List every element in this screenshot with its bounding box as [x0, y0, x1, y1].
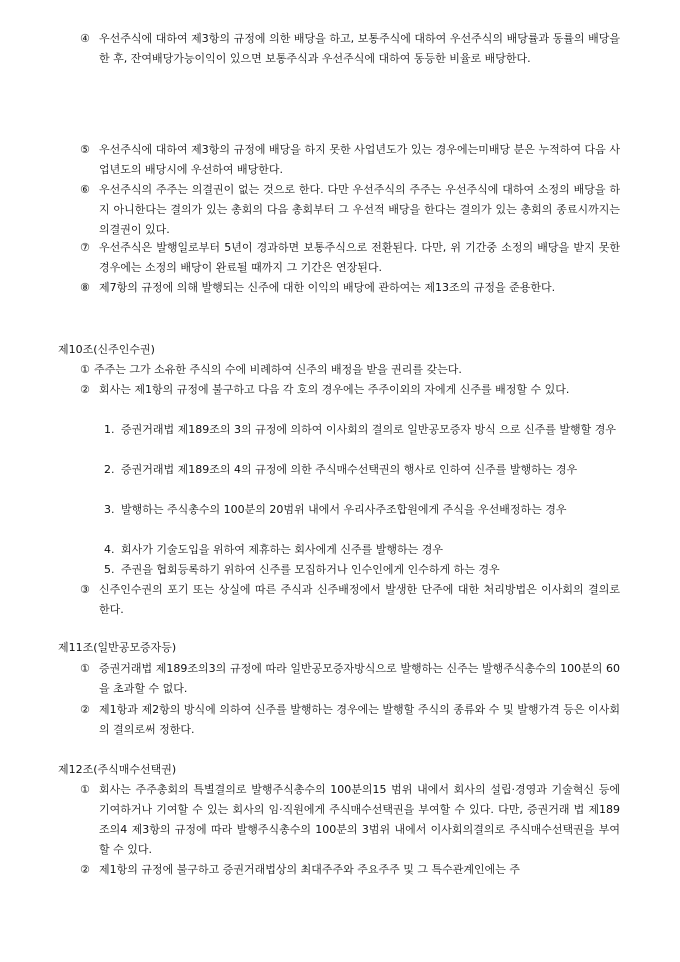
clause-marker: ②: [80, 383, 90, 396]
sub-text: 회사가 기술도입을 위하여 제휴하는 회사에게 신주를 발행하는 경우: [121, 543, 444, 556]
clause-text: 주주는 그가 소유한 주식의 수에 비례하여 신주의 배정을 받을 권리를 갖는다.: [94, 363, 462, 376]
clause-text: 신주인수권의 포기 또는 상실에 따른 주식과 신주배정에서 발생한 단주에 대한 처리방법은 이사회의 결의로 한다.: [99, 583, 620, 616]
article-10-heading: 제10조(신주인수권): [58, 343, 155, 356]
clause-marker: ②: [80, 863, 90, 876]
clause-11-item-1: [80, 659, 620, 699]
clause-9-item-4: [80, 29, 620, 89]
clause-text: 우선주식에 대하여 제3항의 규정에 의한 배당을 하고, 보통주식에 대하여 우선주식의 배당률과 동률의 배당을 한 후, 잔여배당가능이익이 있으면 보통주식과 우선주식에 대하여 동등한 비율로 배당한다.: [99, 32, 620, 65]
sub-text: 주권을 협회등록하기 위하여 신주를 모집하거나 인수인에게 인수하게 하는 경우: [121, 563, 500, 576]
clause-text: 증권거래법 제189조의3의 규정에 따라 일반공모증자방식으로 발행하는 신주는 발행주식총수의 100분의 60을 초과할 수 없다.: [99, 662, 620, 695]
clause-text: 우선주식의 주주는 의결권이 없는 것으로 한다. 다만 우선주식의 주주는 우선주식에 대하여 소정의 배당을 하지 아니한다는 결의가 있는 총회의 다음 총회부터 그 우선적 배당을 한다는 결의가 있는 총회의 종료시까지는 의결권이 있다.: [99, 183, 620, 236]
sub-marker: 1.: [104, 423, 115, 436]
sub-text: 증권거래법 제189조의 3의 규정에 의하여 이사회의 결의로 일반공모증자 방식 으로 신주를 발행할 경우: [121, 423, 616, 436]
clause-9-item-8: [80, 278, 620, 318]
clause-marker: ①: [80, 662, 90, 675]
clause-marker: ⑧: [80, 281, 90, 294]
clause-11-item-2: [80, 700, 620, 740]
clause-10-sub-2: [104, 460, 620, 500]
sub-marker: 5.: [104, 563, 115, 576]
clause-marker: ⑦: [80, 241, 90, 254]
clause-12-item-1: [80, 780, 620, 860]
clause-text: 우선주식에 대하여 제3항의 규정에 배당을 하지 못한 사업년도가 있는 경우에는미배당 분은 누적하여 다음 사업년도의 배당시에 우선하여 배당한다.: [99, 143, 620, 176]
clause-text: 제1항과 제2항의 방식에 의하여 신주를 발행하는 경우에는 발행할 주식의 종류와 수 및 발행가격 등은 이사회의 결의로써 정한다.: [99, 703, 620, 736]
clause-marker: ②: [80, 703, 90, 716]
clause-marker: ⑤: [80, 143, 90, 156]
sub-marker: 3.: [104, 503, 115, 516]
sub-marker: 2.: [104, 463, 115, 476]
clause-marker: ⑥: [80, 183, 90, 196]
clause-10-sub-3: [104, 500, 620, 540]
clause-marker: ①: [80, 783, 90, 796]
clause-text: 우선주식은 발행일로부터 5년이 경과하면 보통주식으로 전환된다. 다만, 위 기간중 소정의 배당을 받지 못한 경우에는 소정의 배당이 완료될 때까지 그 기간은 연장된다.: [99, 241, 620, 274]
sub-text: 증권거래법 제189조의 4의 규정에 의한 주식매수선택권의 행사로 인하여 신주를 발행하는 경우: [121, 463, 578, 476]
clause-9-item-5: [80, 140, 620, 180]
clause-marker: ③: [80, 583, 90, 596]
clause-text: 제1항의 규정에 불구하고 증권거래법상의 최대주주와 주요주주 및 그 특수관계인에는 주: [99, 863, 521, 876]
clause-9-item-6: [80, 180, 620, 240]
clause-9-item-7: [80, 238, 620, 278]
clause-10-sub-4: [104, 540, 620, 560]
clause-10-item-3: [80, 580, 620, 620]
clause-text: 회사는 주주총회의 특별결의로 발행주식총수의 100분의15 범위 내에서 회사의 설립·경영과 기술혁신 등에 기여하거나 기여할 수 있는 회사의 임·직원에게 주식매수선택권을 부여할 수 있다. 다만, 증권거래 법 제189조의4 제3항의 규정에 따라 발행주식총수의 100분의 3범위 내에서 이사회의결의로 주식매수선택권을 부여할 수 있다.: [99, 783, 620, 856]
clause-10-sub-5: [104, 560, 620, 580]
clause-marker: ①: [80, 363, 90, 376]
article-12-heading: 제12조(주식매수선택권): [58, 763, 177, 776]
sub-text: 발행하는 주식총수의 100분의 20범위 내에서 우리사주조합원에게 주식을 우선배정하는 경우: [121, 503, 567, 516]
clause-10-item-1: [80, 360, 620, 380]
clause-text: 제7항의 규정에 의해 발행되는 신주에 대한 이익의 배당에 관하여는 제13조의 규정을 준용한다.: [99, 281, 556, 294]
clause-10-sub-1: [104, 420, 620, 460]
clause-12-item-2: [80, 860, 620, 880]
clause-marker: ④: [80, 32, 90, 45]
sub-marker: 4.: [104, 543, 115, 556]
article-11-heading: 제11조(일반공모증자등): [58, 641, 177, 654]
clause-10-item-2: [80, 380, 620, 420]
clause-text: 회사는 제1항의 규정에 불구하고 다음 각 호의 경우에는 주주이외의 자에게 신주를 배정할 수 있다.: [99, 383, 570, 396]
